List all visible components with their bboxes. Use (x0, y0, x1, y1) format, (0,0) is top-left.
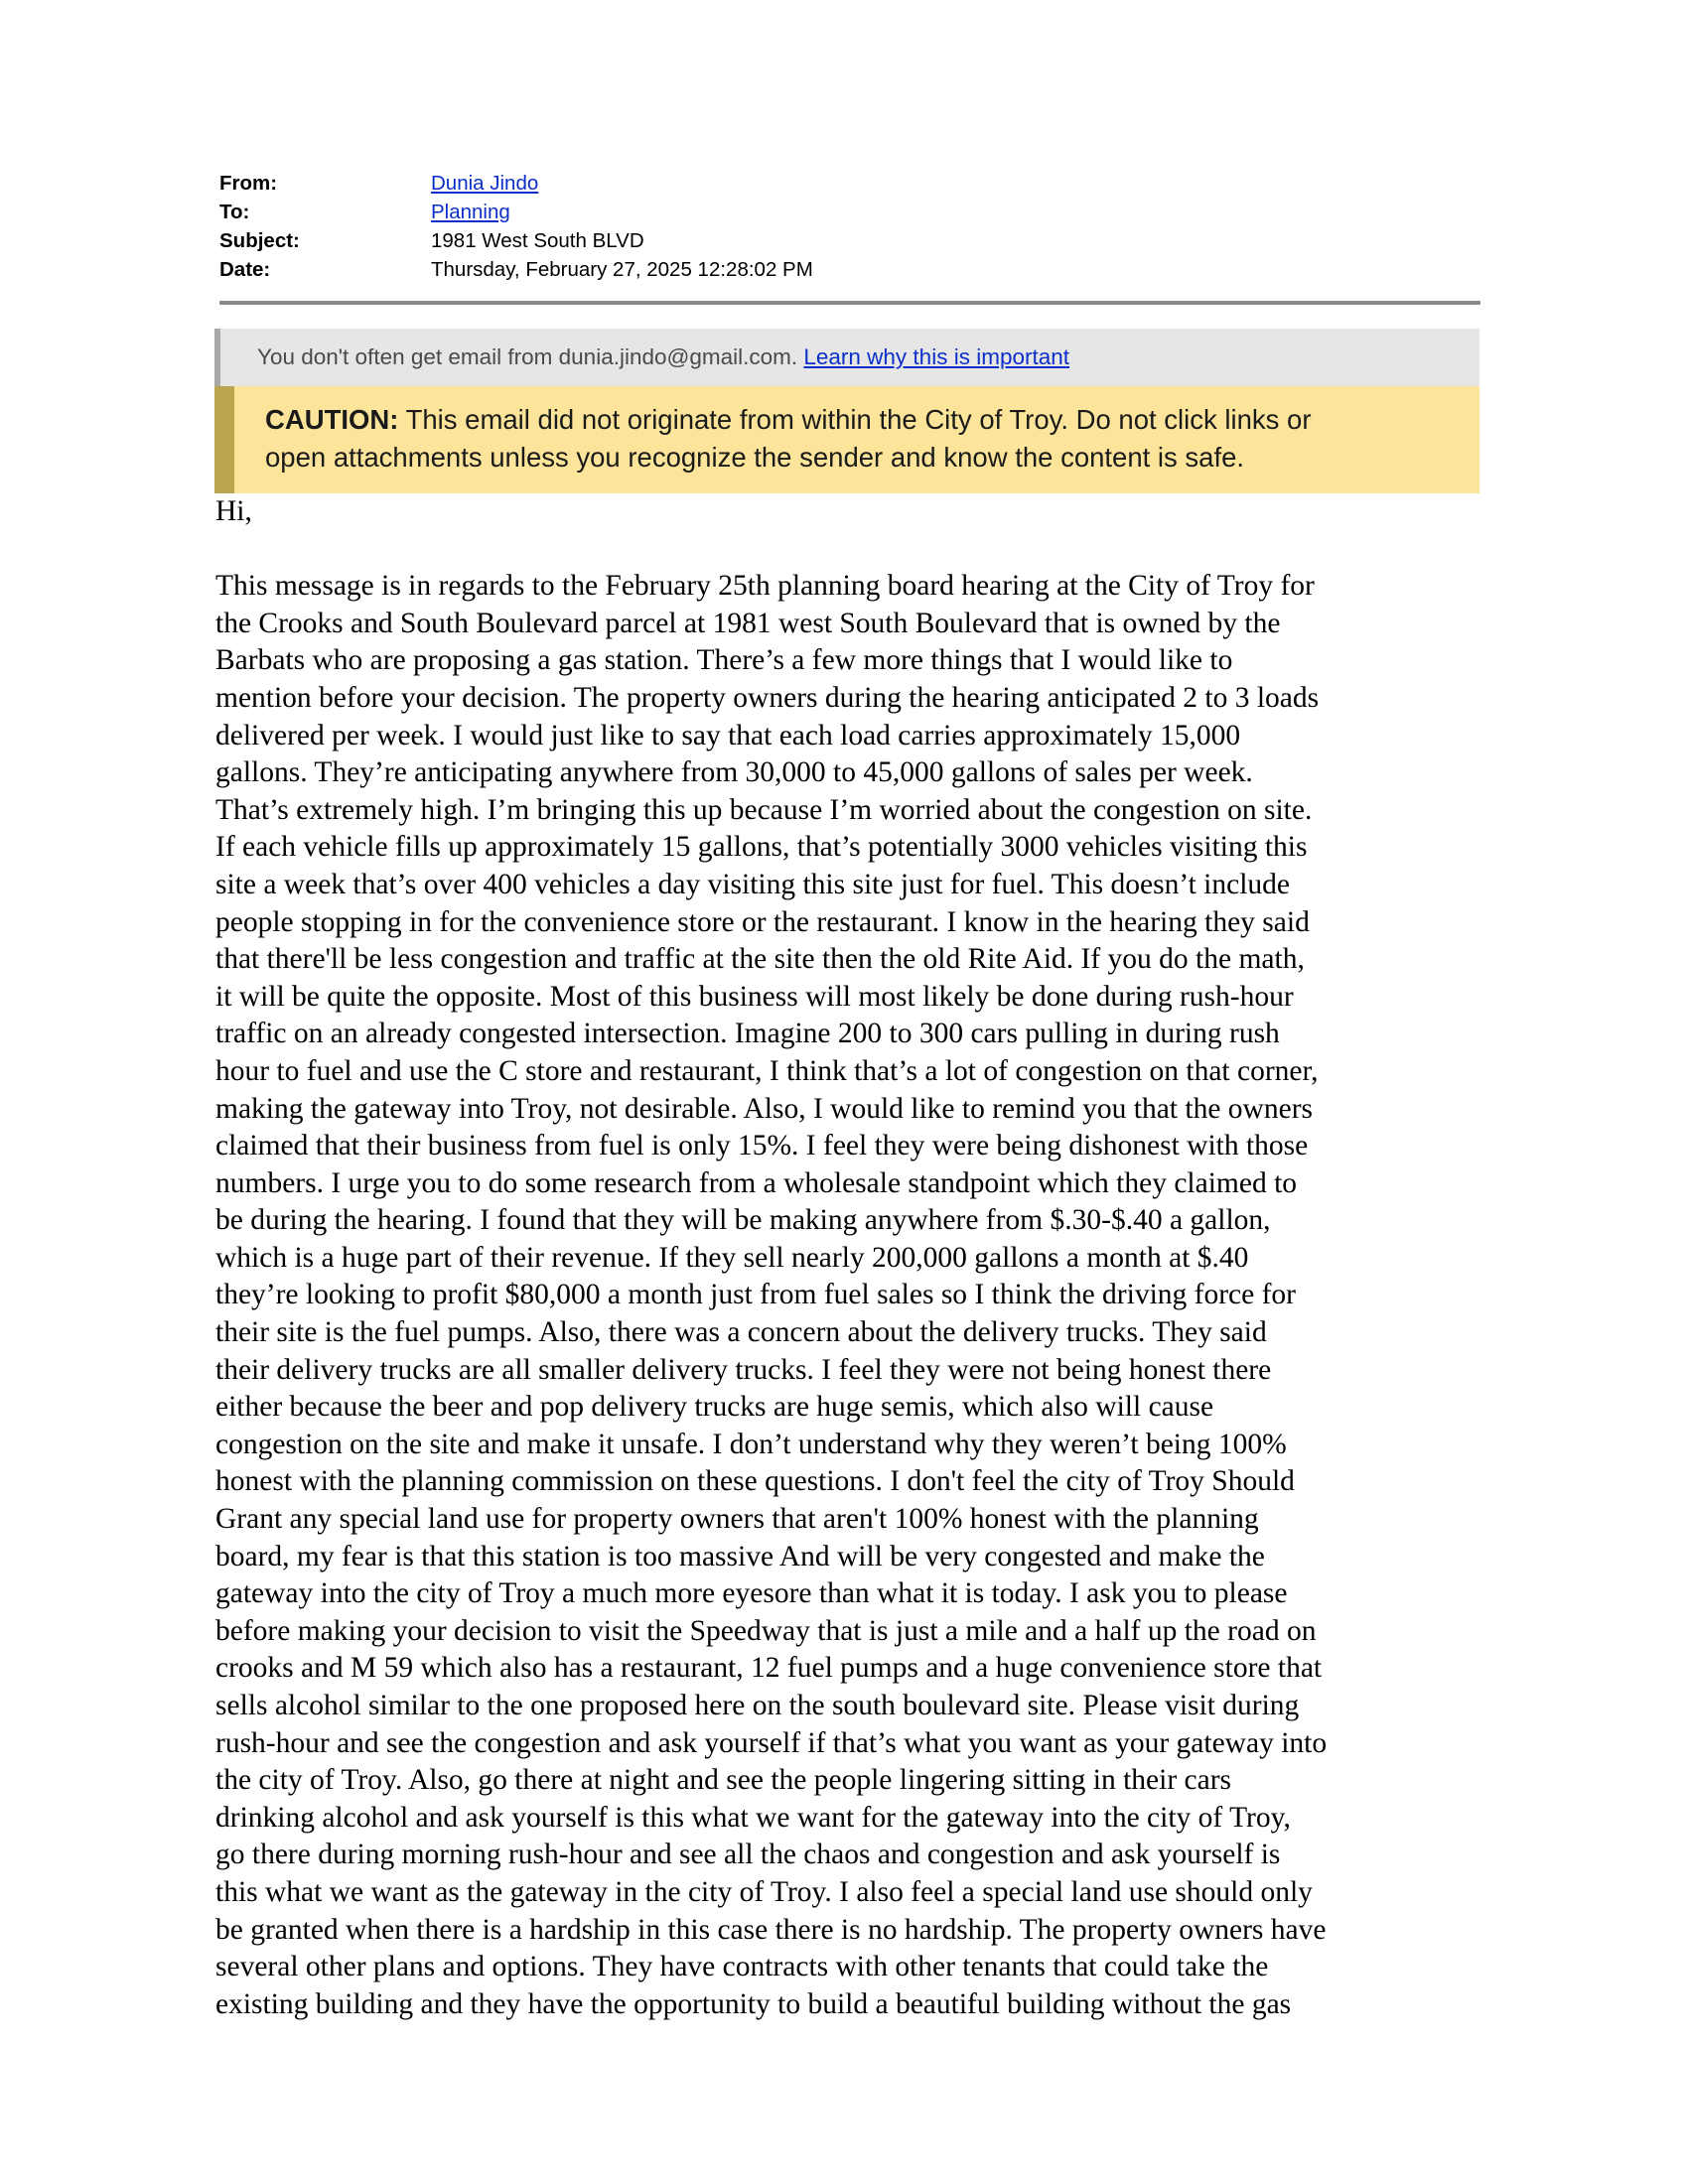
caution-text-2: open attachments unless you recognize the sender and know the content is safe. (265, 442, 1245, 473)
body-line: go there during morning rush-hour and see all the chaos and congestion and ask yourself is (215, 1839, 1281, 1871)
body-line: claimed that their business from fuel is only 15%. I feel they were being dishonest with those (215, 1130, 1309, 1162)
from-row (219, 169, 1480, 198)
body-line: Barbats who are proposing a gas station. There’s a few more things that I would like to (215, 644, 1233, 677)
body-line: That’s extremely high. I’m bringing this up because I’m worried about the congestion on site. (215, 793, 1313, 826)
body-line: rush-hour and see the congestion and ask yourself if that’s what you want as your gateway into (215, 1726, 1328, 1759)
notice-text: You don't often get email from dunia.jindo@gmail.com. (257, 344, 804, 369)
learn-why-link[interactable]: Learn why this is important (803, 344, 1069, 369)
body-line: which is a huge part of their revenue. If they sell nearly 200,000 gallons a month at $.40 (215, 1241, 1249, 1274)
body-line: board, my fear is that this station is too massive And will be very congested and make the (215, 1540, 1265, 1572)
body-line: the city of Troy. Also, go there at night and see the people lingering sitting in their cars (215, 1764, 1232, 1797)
body-line: before making your decision to visit the Speedway that is just a mile and a half up the road on (215, 1614, 1317, 1647)
body-line: congestion on the site and make it unsafe. I don’t understand why they weren’t being 100% (215, 1428, 1287, 1460)
body-line: crooks and M 59 which also has a restaurant, 12 fuel pumps and a huge convenience store that (215, 1652, 1323, 1685)
body-line: existing building and they have the opportunity to build a beautiful building without the gas (215, 1987, 1292, 2020)
body-line: their delivery trucks are all smaller delivery trucks. I feel they were not being honest there (215, 1353, 1272, 1386)
body-line: Grant any special land use for property owners that aren't 100% honest with the planning (215, 1503, 1259, 1536)
body-line: drinking alcohol and ask yourself is this what we want for the gateway into the city of Troy, (215, 1801, 1291, 1834)
body-line: gateway into the city of Troy a much more eyesore than what it is today. I ask you to please (215, 1577, 1288, 1610)
body-line: the Crooks and South Boulevard parcel at 1981 west South Boulevard that is owned by the (215, 607, 1281, 639)
body-line: be during the hearing. I found that they will be making anywhere from $.30-$.40 a gallon, (215, 1204, 1271, 1237)
body-line: several other plans and options. They have contracts with other tenants that could take the (215, 1951, 1269, 1983)
body-line: traffic on an already congested intersection. Imagine 200 to 300 cars pulling in during rush (215, 1018, 1280, 1050)
body-line: sells alcohol similar to the one proposed here on the south boulevard site. Please visit during (215, 1690, 1300, 1721)
paragraph-gap (215, 531, 1486, 569)
body-line: people stopping in for the convenience store or the restaurant. I know in the hearing they said (215, 905, 1310, 938)
greeting: Hi, (215, 495, 252, 527)
body-line: this what we want as the gateway in the city of Troy. I also feel a special land use should only (215, 1875, 1313, 1908)
caution-text-1: This email did not originate from within the City of Troy. Do not click links or (398, 404, 1312, 435)
body-paragraph (215, 568, 1486, 2023)
from-label: From: (219, 172, 278, 195)
body-line: hour to fuel and use the C store and restaurant, I think that’s a lot of congestion on that corner, (215, 1054, 1319, 1087)
to-label: To: (219, 201, 250, 223)
body-line: it will be quite the opposite. Most of this business will most likely be done during rush-hour (215, 980, 1294, 1013)
body-line: site a week that’s over 400 vehicles a day visiting this site just for fuel. This doesn’t include (215, 868, 1291, 900)
email-header (219, 169, 1480, 284)
body-line: either because the beer and pop delivery trucks are huge semis, which also will cause (215, 1391, 1214, 1424)
body-line: mention before your decision. The property owners during the hearing anticipated 2 to 3 loads (215, 681, 1320, 714)
caution-line-1 (265, 401, 1466, 439)
body-line: This message is in regards to the February 25th planning board hearing at the City of Troy for (215, 570, 1315, 603)
subject-row (219, 226, 1480, 255)
body-line: honest with the planning commission on these questions. I don't feel the city of Troy Should (215, 1465, 1295, 1498)
date-row (219, 255, 1480, 284)
to-row (219, 198, 1480, 226)
caution-banner (214, 386, 1479, 493)
body-line: numbers. I urge you to do some research from a wholesale standpoint which they claimed to (215, 1166, 1298, 1199)
sender-link[interactable]: Dunia Jindo (431, 172, 539, 195)
body-line: their site is the fuel pumps. Also, there was a concern about the delivery trucks. They said (215, 1316, 1267, 1349)
subject-value: 1981 West South BLVD (431, 229, 644, 252)
body-line: that there'll be less congestion and traffic at the site then the old Rite Aid. If you do the math, (215, 943, 1305, 976)
header-divider (219, 301, 1480, 305)
subject-label: Subject: (219, 229, 300, 252)
body-line: gallons. They’re anticipating anywhere from 30,000 to 45,000 gallons of sales per week. (215, 756, 1253, 789)
body-line: they’re looking to profit $80,000 a month just from fuel sales so I think the driving force for (215, 1279, 1296, 1311)
recipient-link[interactable]: Planning (431, 201, 510, 223)
email-body (215, 493, 1486, 2023)
caution-label: CAUTION: (265, 404, 399, 435)
body-line: delivered per week. I would just like to say that each load carries approximately 15,000 (215, 719, 1241, 751)
date-label: Date: (219, 258, 271, 281)
external-sender-notice (214, 329, 1479, 386)
date-value: Thursday, February 27, 2025 12:28:02 PM (431, 258, 813, 281)
body-line: making the gateway into Troy, not desirable. Also, I would like to remind you that the owners (215, 1092, 1313, 1125)
body-line: be granted when there is a hardship in this case there is no hardship. The property owners have (215, 1913, 1327, 1946)
body-line: If each vehicle fills up approximately 15 gallons, that’s potentially 3000 vehicles visiting this (215, 831, 1308, 864)
